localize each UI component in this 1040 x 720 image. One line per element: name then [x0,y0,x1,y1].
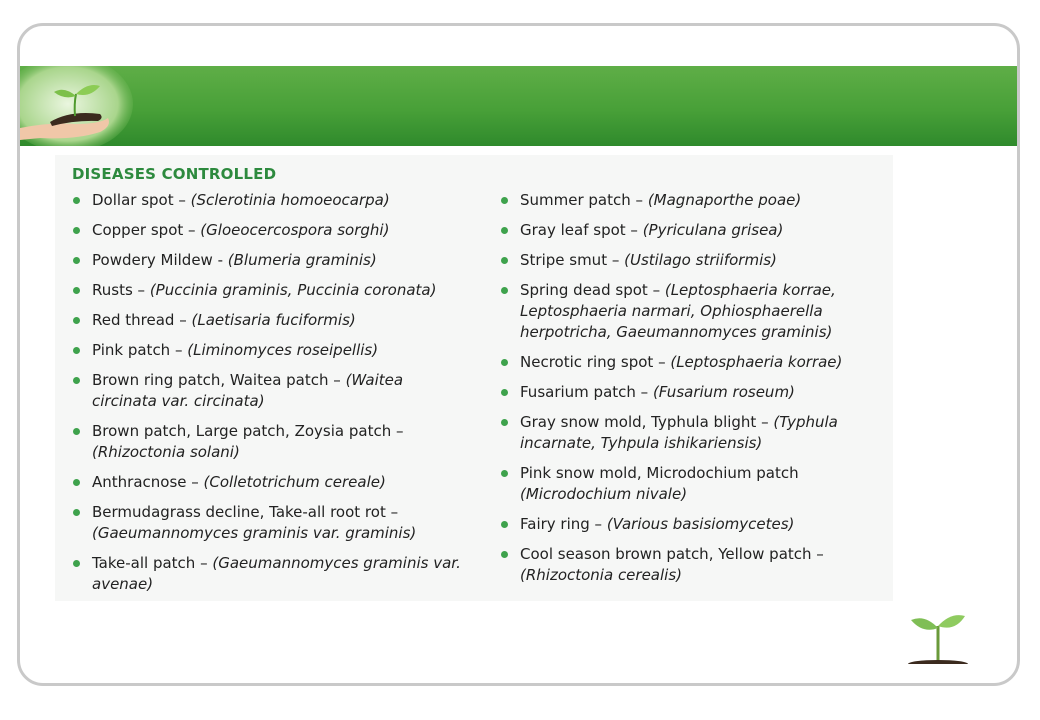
bullet-icon [501,389,508,396]
diseases-panel [55,155,893,601]
disease-name: Fusarium patch – [520,383,653,401]
bullet-icon [501,287,508,294]
pathogen-name: (Laetisaria fuciformis) [191,311,356,329]
disease-name: Powdery Mildew - [92,251,228,269]
disease-item [500,463,885,505]
hand-seedling-image [20,66,135,146]
bullet-icon [73,377,80,384]
disease-name: Bermudagrass decline, Take-all root rot – [92,503,399,521]
bullet-icon [501,359,508,366]
pathogen-name: (Ustilago striiformis) [624,251,777,269]
pathogen-name: (Rhizoctonia solani) [92,443,240,461]
bullet-icon [73,509,80,516]
disease-name: Necrotic ring spot – [520,353,671,371]
disease-name: Stripe smut – [520,251,625,269]
disease-name: Summer patch – [520,191,648,209]
disease-item [72,190,472,211]
bullet-icon [501,197,508,204]
disease-item [72,421,472,463]
disease-name: Gray leaf spot – [520,221,643,239]
pathogen-name: (Pyriculana grisea) [642,221,784,239]
disease-name: Spring dead spot – [520,281,665,299]
disease-item [500,280,885,343]
disease-name: Pink patch – [92,341,188,359]
disease-item [500,382,885,403]
panel-title: DISEASES CONTROLLED [72,165,277,183]
pathogen-name: (Gaeumannomyces graminis var. avenae) [92,554,461,593]
pathogen-name: (Gaeumannomyces graminis var. graminis) [92,524,417,542]
disease-item [72,472,472,493]
disease-name: Brown patch, Large patch, Zoysia patch – [92,422,404,440]
pathogen-name: (Microdochium nivale) [520,485,688,503]
pathogen-name: (Fusarium roseum) [652,383,795,401]
bullet-icon [501,227,508,234]
pathogen-name: (Waitea circinata var. circinata) [92,371,404,410]
disease-item [72,220,472,241]
pathogen-name: (Puccinia graminis, Puccinia coronata) [149,281,437,299]
pathogen-name: (Rhizoctonia cerealis) [520,566,683,584]
disease-item [72,502,472,544]
pathogen-name: (Various basisiomycetes) [606,515,795,533]
disease-name: Pink snow mold, Microdochium patch [520,464,799,482]
pathogen-name: (Blumeria graminis) [227,251,377,269]
disease-name: Red thread – [92,311,192,329]
header-banner [20,66,1017,146]
disease-item [72,553,472,595]
bullet-icon [73,287,80,294]
disease-name: Take-all patch – [92,554,213,572]
disease-item [500,514,885,535]
right-disease-list [500,190,885,595]
disease-name: Rusts – [92,281,150,299]
disease-item [500,190,885,211]
bullet-icon [73,428,80,435]
bullet-icon [73,560,80,567]
sprout-icon [903,604,973,664]
disease-item [72,370,472,412]
disease-item [72,340,472,361]
disease-item [72,280,472,301]
pathogen-name: (Sclerotinia homoeocarpa) [190,191,390,209]
disease-name: Gray snow mold, Typhula blight – [520,413,774,431]
bullet-icon [73,257,80,264]
bullet-icon [501,419,508,426]
disease-name: Anthracnose – [92,473,204,491]
pathogen-name: (Liminomyces roseipellis) [187,341,379,359]
pathogen-name: (Magnaporthe poae) [647,191,802,209]
disease-name: Dollar spot – [92,191,191,209]
disease-item [500,544,885,586]
bullet-icon [501,551,508,558]
disease-item [72,250,472,271]
pathogen-name: (Gloeocercospora sorghi) [200,221,390,239]
pathogen-name: (Typhula incarnate, Tyhpula ishikariensis) [520,413,838,452]
disease-item [72,310,472,331]
disease-name: Brown ring patch, Waitea patch – [92,371,346,389]
bullet-icon [73,347,80,354]
left-disease-list [72,190,472,604]
disease-name: Copper spot – [92,221,201,239]
bullet-icon [73,479,80,486]
disease-item [500,412,885,454]
disease-item [500,220,885,241]
bullet-icon [73,317,80,324]
bullet-icon [73,197,80,204]
bullet-icon [501,521,508,528]
disease-name: Cool season brown patch, Yellow patch – [520,545,824,563]
bullet-icon [73,227,80,234]
bullet-icon [501,470,508,477]
disease-name: Fairy ring – [520,515,607,533]
disease-item [500,352,885,373]
pathogen-name: (Colletotrichum cereale) [203,473,386,491]
pathogen-name: (Leptosphaeria korrae, Leptosphaeria narmari, Ophiosphaerella herpotricha, Gaeumannomyces graminis) [520,281,836,341]
pathogen-name: (Leptosphaeria korrae) [670,353,843,371]
disease-item [500,250,885,271]
bullet-icon [501,257,508,264]
